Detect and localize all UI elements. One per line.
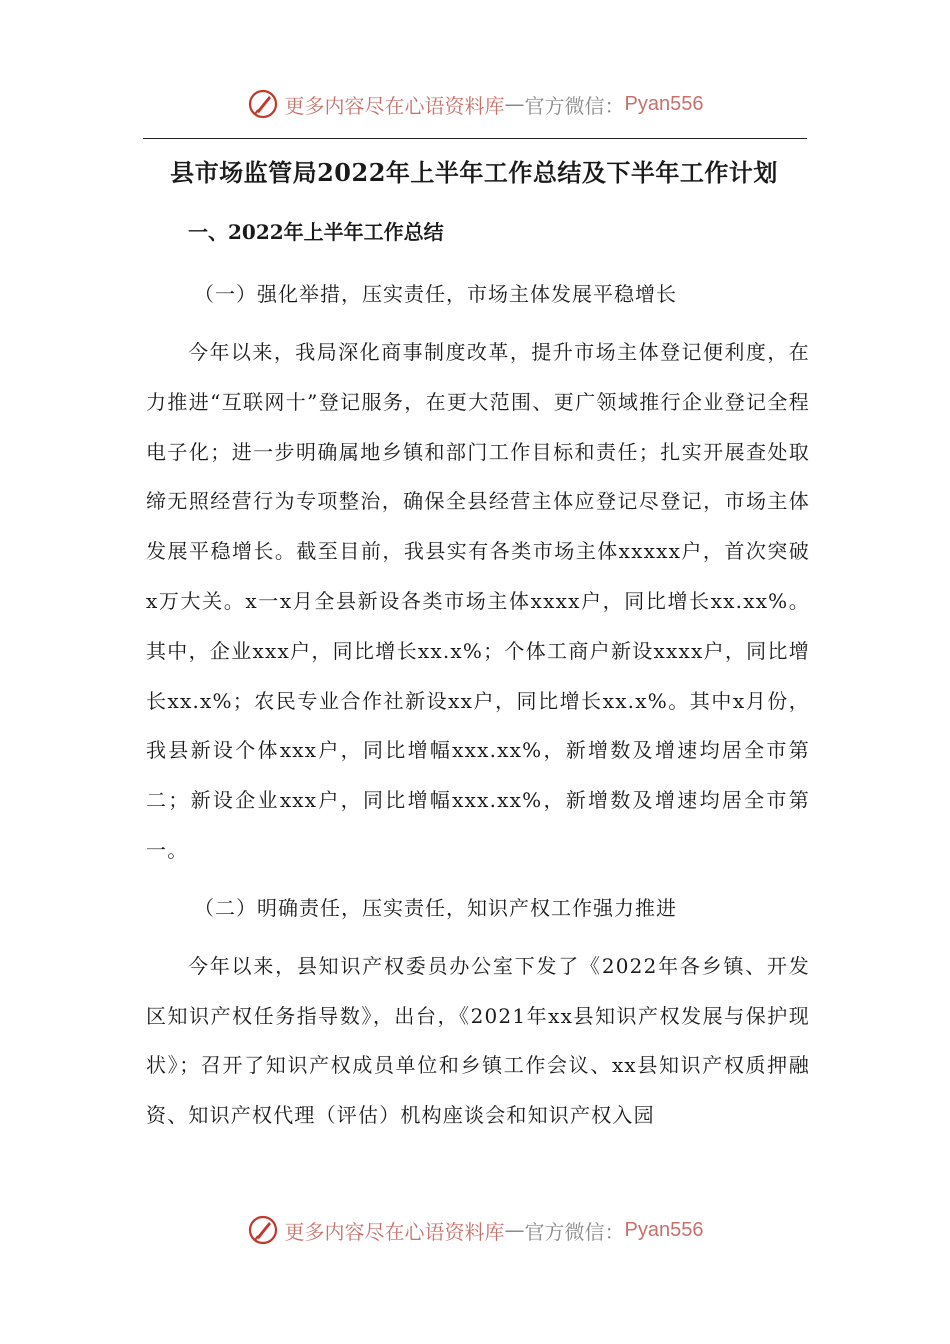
section-heading-1: 一、2022年上半年工作总结 [188, 220, 444, 244]
banner-main-text: 更多内容尽在心语资料库 [284, 1219, 505, 1244]
subsection-heading-2: （二）明确责任，压实责任，知识产权工作强力推进 [194, 895, 677, 920]
banner-wechat-label: 官方微信： [524, 93, 625, 118]
header-watermark-banner [0, 84, 950, 124]
footer-watermark-banner [0, 1210, 950, 1250]
banner-dash: — [504, 92, 525, 116]
header-divider [143, 138, 807, 139]
banner-wechat-id: Pyan556 [624, 1218, 704, 1241]
banner-main-text: 更多内容尽在心语资料库 [284, 93, 505, 118]
paragraph-2: 今年以来，县知识产权委员办公室下发了《2022年各乡镇、开发区知识产权任务指导数》，出台，《2021年xx县知识产权发展与保护现状》；召开了知识产权成员单位和乡镇工作会议、xx县知识产权质押融资、知识产权代理（评估）机构座谈会和知识产权入园 [146, 953, 810, 1128]
paragraph-1: 今年以来，我局深化商事制度改革，提升市场主体登记便利度，在力推进“互联网十”登记服务，在更大范围、更广领域推行企业登记全程电子化；进一步明确属地乡镇和部门工作目标和责任；扎实开展查处取缔无照经营行为专项整治，确保全县经营主体应登记尽登记，市场主体发展平稳增长。截至目前，我县实有各类市场主体xxxxx户，首次突破x万大关。x一x月全县新设各类市场主体xxxx户，同比增长xx.xx%。其中，企业xxx户，同比增长xx.x%；个体工商户新设xxxx户，同比增长xx.x%；农民专业合作社新设xx户，同比增长xx.x%。其中x月份，我县新设个体xxx户，同比增幅xxx.xx%，新增数及增速均居全市第二；新设企业xxx户，同比增幅xxx.xx%，新增数及增速均居全市第一。 [146, 340, 810, 862]
banner-wechat-label: 官方微信： [524, 1219, 625, 1244]
document-title: 县市场监管局2022年上半年工作总结及下半年工作计划 [170, 158, 778, 187]
banner-wechat-id: Pyan556 [624, 92, 704, 115]
document-body [146, 148, 810, 1141]
quill-pen-icon [247, 88, 279, 120]
subsection-heading-1: （一）强化举措，压实责任，市场主体发展平稳增长 [194, 282, 677, 306]
quill-pen-icon [247, 1214, 279, 1246]
banner-dash: — [504, 1218, 525, 1242]
